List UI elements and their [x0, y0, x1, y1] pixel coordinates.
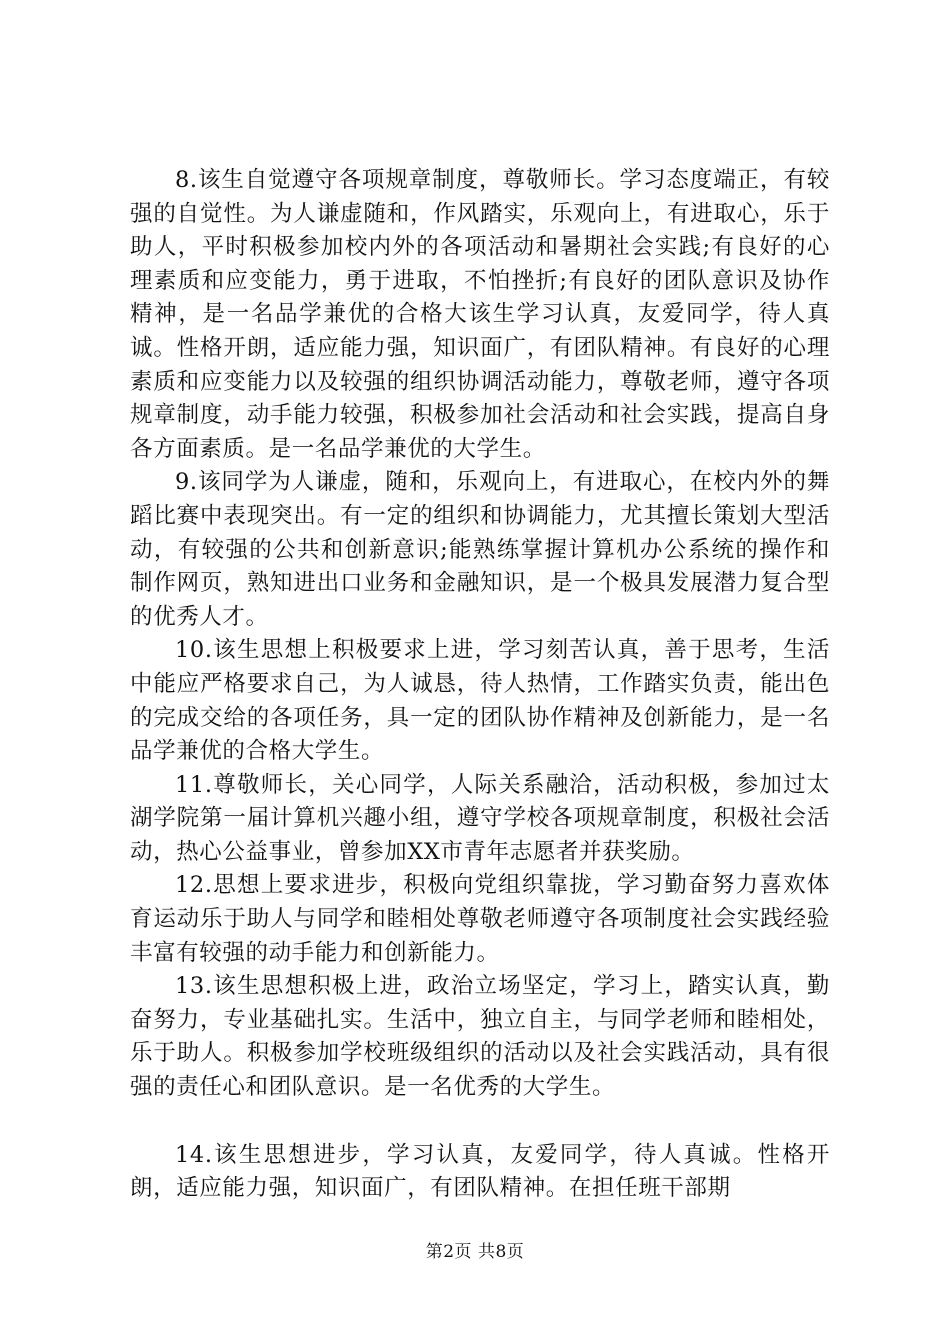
paragraph-13: 13.该生思想积极上进，政治立场坚定，学习上，踏实认真，勤奋努力，专业基础扎实。生活中，独立自主，与同学老师和睦相处，乐于助人。积极参加学校班级组织的活动以及社会实践活动，具有很强的责任心和团队意识。是一名优秀的大学生。	[130, 973, 830, 1101]
page-footer: 第2页 共8页	[425, 1242, 525, 1262]
document-body	[130, 164, 830, 1206]
paragraph-10: 10.该生思想上积极要求上进，学习刻苦认真，善于思考，生活中能应严格要求自己，为人诚恳，待人热情，工作踏实负责，能出色的完成交给的各项任务，具一定的团队协作精神及创新能力，是一名品学兼优的合格大学生。	[130, 637, 830, 765]
paragraph-14: 14.该生思想进步，学习认真，友爱同学，待人真诚。性格开朗，适应能力强，知识面广，有团队精神。在担任班干部期	[130, 1141, 830, 1202]
paragraph-11: 11.尊敬师长，关心同学，人际关系融洽，活动积极，参加过太湖学院第一届计算机兴趣小组，遵守学校各项规章制度，积极社会活动，热心公益事业，曾参加XX市青年志愿者并获奖励。	[130, 771, 830, 865]
paragraph-9: 9.该同学为人谦虚，随和，乐观向上，有进取心，在校内外的舞蹈比赛中表现突出。有一定的组织和协调能力，尤其擅长策划大型活动，有较强的公共和创新意识;能熟练掌握计算机办公系统的操作和制作网页，熟知进出口业务和金融知识，是一个极具发展潜力复合型的优秀人才。	[130, 469, 830, 630]
paragraph-12: 12.思想上要求进步，积极向党组织靠拢，学习勤奋努力喜欢体育运动乐于助人与同学和睦相处尊敬老师遵守各项制度社会实践经验丰富有较强的动手能力和创新能力。	[130, 872, 830, 966]
paragraph-8: 8.该生自觉遵守各项规章制度，尊敬师长。学习态度端正，有较强的自觉性。为人谦虚随和，作风踏实，乐观向上，有进取心，乐于助人，平时积极参加校内外的各项活动和暑期社会实践;有良好的心理素质和应变能力，勇于进取，不怕挫折;有良好的团队意识及协作精神，是一名品学兼优的合格大该生学习认真，友爱同学，待人真诚。性格开朗，适应能力强，知识面广，有团队精神。有良好的心理素质和应变能力以及较强的组织协调活动能力，尊敬老师，遵守各项规章制度，动手能力较强，积极参加社会活动和社会实践，提高自身各方面素质。是一名品学兼优的大学生。	[130, 167, 830, 462]
